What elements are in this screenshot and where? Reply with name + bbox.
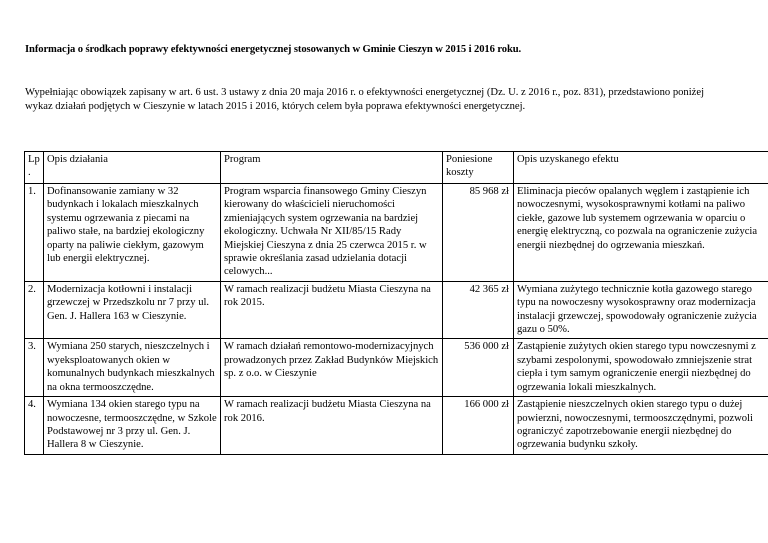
row-opis: Wymiana 134 okien starego typu na nowoczesne, termooszczędne, w Szkole Podstawowej nr 3 przy ul. Gen. J. Hallera 8 w Cieszynie. <box>44 397 221 455</box>
row-opis: Wymiana 250 starych, nieszczelnych i wyeksploatowanych okien w komunalnych budynkach mieszkalnych na okna termooszczędne. <box>44 339 221 397</box>
row-efekt: Eliminacja pieców opalanych węglem i zastąpienie ich nowoczesnymi, wysokosprawnymi kotłami na paliwo ciekłe, gazowe lub systemem ogrzewania w oparciu o energię elektryczną, co pozwala na ograniczenie zużycia energii niezbędnej do ogrzewania mieszkań. <box>514 184 768 282</box>
row-opis: Modernizacja kotłowni i instalacji grzewczej w Przedszkolu nr 7 przy ul. Gen. J. Hallera 163 w Cieszynie. <box>44 281 221 339</box>
header-program: Program <box>221 152 443 184</box>
row-koszty: 85 968 zł <box>443 184 514 282</box>
row-koszty: 42 365 zł <box>443 281 514 339</box>
table-row <box>25 339 768 397</box>
row-lp: 4. <box>25 397 44 455</box>
table-row <box>25 281 768 339</box>
row-efekt: Zastąpienie nieszczelnych okien starego typu o dużej powierzni, nowoczesnymi, termooszczędnymi, pozwoli ograniczyć zapotrzebowanie energii niezbędnej do ogrzewania budynku szkoły. <box>514 397 768 455</box>
row-efekt: Wymiana zużytego technicznie kotła gazowego starego typu na nowoczesny wysokosprawny oraz modernizacja instalacji grzewczej, spowodowały ograniczenie zużycia gazu o 50%. <box>514 281 768 339</box>
row-efekt: Zastąpienie zużytych okien starego typu nowczesnymi z szybami zespolonymi, spowodowało zmniejszenie strat ciepła i tym samym ograniczenie energii niezbędnej do ogrzewania lokali mieszkalnych. <box>514 339 768 397</box>
row-lp: 2. <box>25 281 44 339</box>
table-header-row <box>25 152 768 184</box>
row-program: Program wsparcia finansowego Gminy Cieszyn kierowany do właścicieli nieruchomości zmieniających system ogrzewania na bardziej ekologiczny. Uchwała Nr XII/85/15 Rady Miejskiej Cieszyna z dnia 25 czerwca 2015 r. w sprawie określania zasad udzielania dotacji celowych... <box>221 184 443 282</box>
intro-paragraph: Wypełniając obowiązek zapisany w art. 6 ust. 3 ustawy z dnia 20 maja 2016 r. o efektywności energetycznej (Dz. U. z 2016 r., poz. 831), przedstawiono poniżej wykaz działań podjętych w Cieszynie w latach 2015 i 2016, których celem była poprawa efektywności energetycznej. <box>25 87 705 112</box>
row-opis: Dofinansowanie zamiany w 32 budynkach i lokalach mieszkalnych systemu ogrzewania z piecami na paliwo stałe, na bardziej ekologiczny oparty na paliwie ciekłym, gazowym lub energii elektrycznej. <box>44 184 221 282</box>
table-row <box>25 184 768 282</box>
row-koszty: 536 000 zł <box>443 339 514 397</box>
row-koszty: 166 000 zł <box>443 397 514 455</box>
measures-table <box>24 151 768 455</box>
table-row <box>25 397 768 455</box>
row-program: W ramach działań remontowo-modernizacyjnych prowadzonych przez Zakład Budynków Miejskich sp. z o.o. w Cieszynie <box>221 339 443 397</box>
row-lp: 1. <box>25 184 44 282</box>
row-lp: 3. <box>25 339 44 397</box>
row-program: W ramach realizacji budżetu Miasta Cieszyna na rok 2015. <box>221 281 443 339</box>
header-lp: Lp. <box>25 152 44 184</box>
document-title: Informacja o środkach poprawy efektywności energetycznej stosowanych w Gminie Cieszyn w 2015 i 2016 roku. <box>25 44 522 55</box>
row-program: W ramach realizacji budżetu Miasta Cieszyna na rok 2016. <box>221 397 443 455</box>
header-opis-dzialania: Opis działania <box>44 152 221 184</box>
header-opis-efektu: Opis uzyskanego efektu <box>514 152 768 184</box>
header-poniesione-koszty: Poniesione koszty <box>443 152 514 184</box>
